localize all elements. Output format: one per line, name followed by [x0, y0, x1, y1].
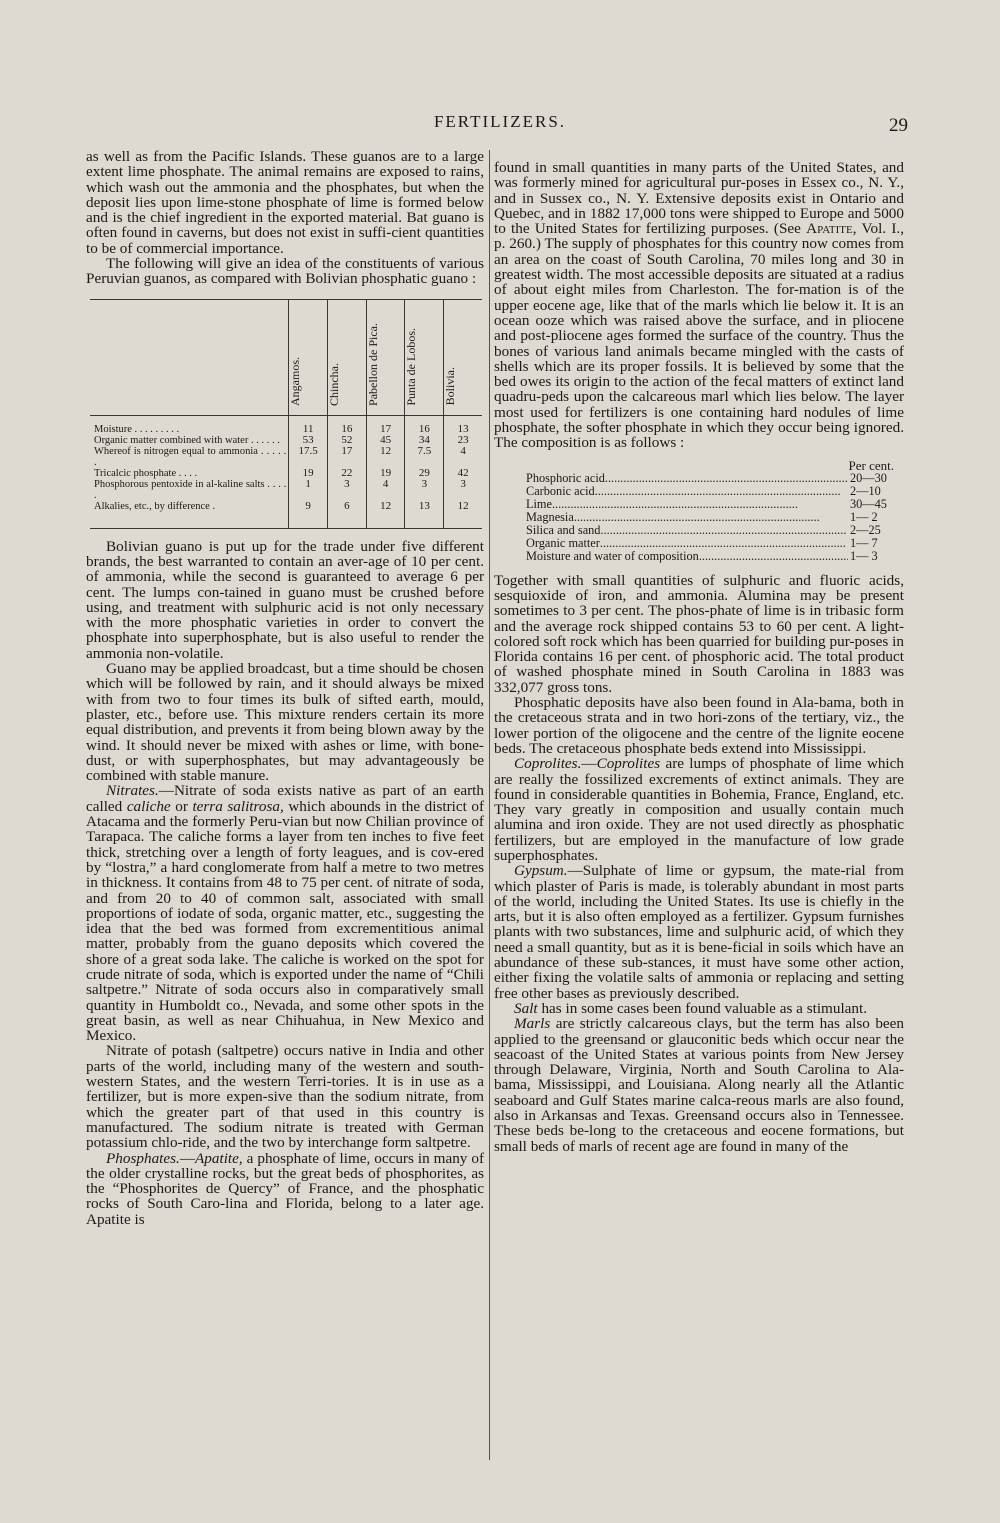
- list-item: Phosphoric acid ..... 20—30: [526, 472, 894, 485]
- table-cell: 12: [366, 501, 405, 529]
- row-label: Moisture . . . . . . . . .: [94, 423, 180, 435]
- table-row: [90, 446, 482, 468]
- table-cell: 3: [405, 479, 444, 501]
- list-item: Magnesia ..... 1— 2: [526, 511, 894, 524]
- list-item: Lime ..... 30—45: [526, 498, 894, 511]
- right-column: [494, 160, 904, 1154]
- table-cell: 17: [328, 446, 367, 468]
- table-cell: 3: [328, 479, 367, 501]
- table-cell: 4: [366, 479, 405, 501]
- paragraph-apatite-deposits: found in small quantities in many parts of the United States, and was formerly mined for agricultural pur-poses in Essex co., N. Y., and in Sussex co., N. Y. Extensive deposits exist in Ontario and Quebec, and in 1882 17,000 tons were shipped to Europe and 5000 to the United States for fertilizing purposes. (See Apatite, Vol. I., p. 260.) The supply of phosphates for this country now comes from an area on the coast of South Carolina, 70 miles long and 30 in greatest width. The most accessible deposits are situated at a radius of about eight miles from Charleston. The for-mation is of the upper eocene age, like that of the marls which lie below it. It is an ocean ooze which was raised above the surface, and in pliocene and post-pliocene ages formed the surface of the country. Thus the bones of various land animals became mingled with the casts of shells which are its proper fossils. It is believed by some that the bed owes its origin to the action of the fecal matters of extinct land quadru-peds upon the calcareous marl which lies below. The layer most used for fertilizers is one containing hard nodules of lime phosphate, the softer phosphate in which they occur being ignored. The composition is as follows :: [494, 159, 904, 452]
- paragraph-guano-application: Guano may be applied broadcast, but a time should be chosen which will be followed by rain, and it should always be mixed with from two to four times its bulk of sifted earth, mould, plaster, etc., before use. This mixture renders certain its more equal distribution, and prevents it from being blown away by the wind. It should never be mixed with ashes or lime, with bone-dust, or with superphosphates, but may advantageously be combined with stable manure.: [86, 660, 484, 785]
- phosphate-composition-list: [494, 459, 904, 563]
- table-cell: 19: [289, 468, 328, 479]
- table-cell: 9: [289, 501, 328, 529]
- paragraph-nitrates: Nitrates.—Nitrate of soda exists native as part of an earth called caliche or terra salitrosa, which abounds in the district of Atacama and the formerly Peru-vian but now Chilian province of Tarapaca. The caliche forms a layer from ten inches to five feet thick, stretching over a length of forty leagues, and is cov-ered by “lostra,” a hard conglomerate from half a metre to two metres in thickness. It contains from 48 to 75 per cent. of nitrate of soda, and from 20 to 40 of common salt, associated with small proportions of iodate of soda, organic matter, etc., suggesting the idea that the bed was formed from excrementitious animal matter, probably from the guano deposits which covered the shore of a great soda lake. The caliche is worked on the spot for crude nitrate of soda, which is exported under the name of “Chili saltpetre.” Nitrate of soda occurs also in comparatively small quantity in Humboldt co., Nevada, and some other spots in the great basin, as well as near Chihuahua, in New Mexico and Mexico.: [86, 782, 485, 1045]
- leader-dots: [552, 498, 848, 511]
- table-cell: 29: [405, 468, 444, 479]
- paragraph-nitrate-of-potash: Nitrate of potash (saltpetre) occurs native in India and other parts of the world, including many of the western and south-western States, and the western Terri-tories. It is in use as a fertilizer, but is more expen-sive than the sodium nitrate, from which the greater part of that used in this country is manufactured. The sodium nitrate is treated with German potassium chlo-ride, and the two by interchange form saltpetre.: [86, 1042, 484, 1152]
- row-label: Alkalies, etc., by difference .: [94, 500, 216, 512]
- section-head-coprolites: Coprolites.: [514, 755, 582, 773]
- paragraph-coprolites: Coprolites.—Coprolites are lumps of phosphate of lime which are really the fossilized excrements of extinct animals. They are found in considerable quantities in Bohemia, France, England, etc. They vary greatly in composition and usually contain much alumina and iron oxide. They are not used directly as phosphatic fertilizers, but are employed in the manufacture of low grade superphosphates.: [494, 755, 904, 864]
- column-header: Pabellon de Pica.: [366, 299, 405, 415]
- leader-dots: [699, 550, 848, 563]
- paragraph-marls: Marls are strictly calcareous clays, but the term has also been applied to the greensand or glauconitic beds which occur near the seacoast of the United States at various points from New Jersey through Delaware, Virginia, North and South Carolina to Ala-bama, Mississippi, and Louisiana. Along nearly all the Atlantic seaboard and Gulf States marine calca-reous marls are also found, also in Arkansas and Texas. Greensand occurs also in Tennessee. These beds be-long to the cretaceous and eocene formations, but small beds of marls of recent age are found in many of the: [494, 1015, 904, 1155]
- table-cell: 42: [444, 468, 482, 479]
- list-item: Organic matter ..... 1— 7: [526, 537, 894, 550]
- table-row: [90, 479, 482, 501]
- section-head-salt: Salt: [514, 999, 538, 1017]
- composition-header: Per cent.: [848, 457, 894, 473]
- paragraph-guano-remains: as well as from the Pacific Islands. These guanos are to a large extent lime phosphate. The animal remains are exposed to rains, which wash out the ammonia and the phosphates, but when the deposit lies upon lime-stone phosphate of lime is formed below and is the chief ingredient in the exported material. Bat guano is often found in caverns, but does not exist in suffi-cient quantities to be of commercial importance.: [86, 148, 484, 257]
- leader-dots: [600, 537, 848, 550]
- table-row: [90, 501, 482, 529]
- table-header-row: [90, 299, 482, 415]
- list-item: Carbonic acid ..... 2—10: [526, 485, 894, 498]
- leader-dots: [605, 472, 848, 485]
- table-cell: 1: [289, 479, 328, 501]
- column-header: Punta de Lobos.: [405, 299, 444, 415]
- table-cell: 7.5: [405, 446, 444, 468]
- table-cell: 13: [444, 415, 482, 435]
- table-corner: [90, 299, 289, 415]
- column-header: Angamos.: [289, 299, 328, 415]
- table-cell: 23: [444, 435, 482, 446]
- table-cell: 16: [328, 415, 367, 435]
- paragraph-bolivian-guano: Bolivian guano is put up for the trade under five different brands, the best warranted to contain an aver-age of 10 per cent. of ammonia, while the second is guaranteed to average 6 per cent. The lumps con-tained in guano must be crushed before using, and treatment with sulphuric acid is not only necessary with the more phosphatic varieties in order to convert the phosphate into superphosphate, but is also useful to render the ammonia non-volatile.: [86, 537, 484, 662]
- table-cell: 13: [405, 501, 444, 529]
- table-cell: 6: [328, 501, 367, 529]
- paragraph-table-intro: The following will give an idea of the constituents of various Peruvian guanos, as compared with Bolivian phosphatic guano :: [86, 255, 484, 288]
- section-head-phosphates: Phosphates.: [106, 1149, 180, 1167]
- list-item: Silica and sand ..... 2—25: [526, 524, 894, 537]
- leader-dots: [600, 524, 848, 537]
- paragraph-alabama-deposits: Phosphatic deposits have also been found in Ala-bama, both in the cretaceous strata and in two hori-zons of the tertiary, viz., the lower portion of the oligocene and the centre of the lignite eocene beds. The cretaceous phosphate beds extend into Mississippi.: [494, 694, 904, 757]
- table-cell: 12: [366, 446, 405, 468]
- table-cell: 45: [366, 435, 405, 446]
- table-cell: 19: [366, 468, 405, 479]
- section-head-gypsum: Gypsum.: [514, 862, 568, 880]
- table-cell: 17: [366, 415, 405, 435]
- table-cell: 4: [444, 446, 482, 468]
- row-label: Phosphorous pentoxide in al-kaline salts . . . . .: [94, 478, 287, 501]
- column-header: Chincha.: [328, 299, 367, 415]
- column-rule: [489, 150, 490, 1460]
- paragraph-phosphates: Phosphates.—Apatite, a phosphate of lime, occurs in many of the older crystalline rocks, but the great beds of phosphorites, as the “Phosphorites de Quercy” of France, and the phosphatic rocks of South Caro-lina and Florida, belong to a later age. Apatite is: [86, 1149, 484, 1228]
- row-label: Whereof is nitrogen equal to ammonia . . . . . .: [94, 445, 287, 468]
- paragraph-salt: Salt has in some cases been found valuable as a stimulant.: [514, 999, 868, 1017]
- page-number: 29: [889, 115, 908, 136]
- section-head-marls: Marls: [514, 1015, 551, 1033]
- column-header: Bolivia.: [444, 299, 482, 415]
- table-row: [90, 415, 482, 435]
- row-label: Organic matter combined with water . . . . . .: [94, 434, 280, 446]
- leader-dots: [595, 485, 848, 498]
- row-label: Tricalcic phosphate . . . .: [94, 467, 198, 479]
- running-head: FERTILIZERS.: [433, 112, 567, 131]
- table-cell: 16: [405, 415, 444, 435]
- table-cell: 22: [328, 468, 367, 479]
- table-cell: 12: [444, 501, 482, 529]
- table-cell: 17.5: [289, 446, 328, 468]
- leader-dots: [574, 511, 848, 524]
- list-item: Moisture and water of composition ..... 1— 3: [526, 550, 894, 563]
- table-cell: 53: [289, 435, 328, 446]
- cross-reference: Apatite: [806, 220, 853, 238]
- paragraph-phosphate-composition: Together with small quantities of sulphuric and fluoric acids, sesquioxide of iron, and ammonia. Alumina may be present sometimes to 3 per cent. The phos-phate of lime is in tribasic form and the average rock shipped contains 53 to 60 per cent. A light-colored soft rock which has been quarried for building pur-poses in Florida contains 16 per cent. of phosphoric acid. The total product of washed phosphate mined in South Carolina in 1883 was 332,077 gross tons.: [494, 571, 904, 696]
- table-cell: 11: [289, 415, 328, 435]
- table-cell: 52: [328, 435, 367, 446]
- section-head-nitrates: Nitrates.: [106, 782, 159, 800]
- left-column: [86, 149, 484, 1227]
- table-cell: 34: [405, 435, 444, 446]
- paragraph-gypsum: Gypsum.—Sulphate of lime or gypsum, the mate-rial from which plaster of Paris is made, is tolerably abundant in most parts of the world, including the United States. Its use is chiefly in the arts, but it is also often employed as a fertilizer. Gypsum furnishes plants with two substances, lime and sulphuric acid, of which they need a small quantity, but as it is bene-ficial in soils which have an abundance of these sub-stances, it must have some other action, either fixing the volatile salts of ammonia or replacing and setting free other bases as previously described.: [494, 862, 904, 1002]
- guano-constituents-table: [90, 299, 482, 529]
- table-cell: 3: [444, 479, 482, 501]
